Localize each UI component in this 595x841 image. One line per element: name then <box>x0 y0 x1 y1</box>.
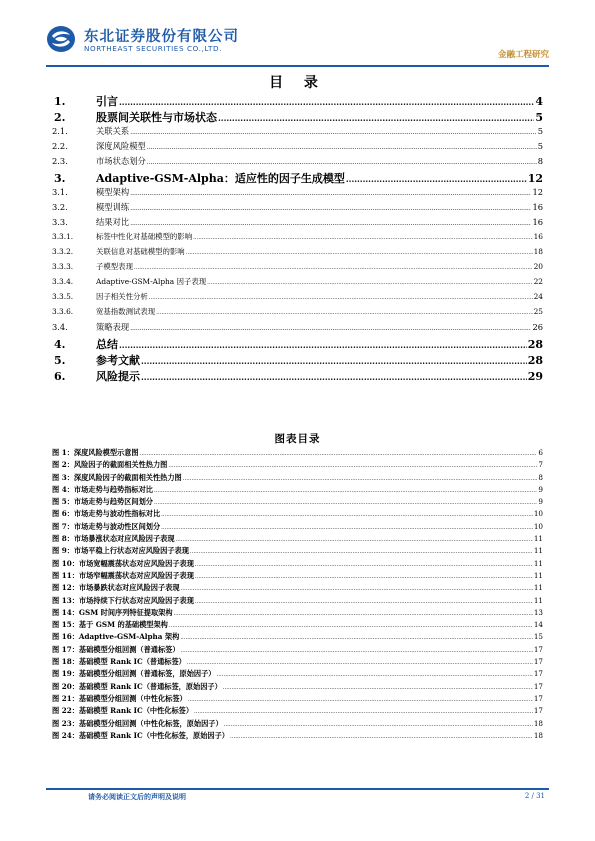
toc-entry[interactable] <box>52 140 543 155</box>
dot-leader <box>181 648 533 654</box>
figure-entry-page: 17 <box>533 706 543 716</box>
dot-leader <box>190 549 533 555</box>
dot-leader <box>193 235 533 241</box>
figure-entry-page: 13 <box>533 607 543 617</box>
toc-entry-number: 3.2. <box>52 202 68 212</box>
toc-entry-number: 3. <box>54 172 66 185</box>
company-name-cn: 东北证券股份有限公司 <box>84 29 239 45</box>
toc-entry[interactable] <box>52 368 543 384</box>
toc-entry-number: 5. <box>54 354 66 367</box>
figure-entry[interactable] <box>52 694 543 706</box>
toc-entry[interactable] <box>52 261 543 276</box>
dot-leader <box>195 599 533 605</box>
table-of-contents <box>52 93 543 384</box>
figure-entry-label: 图 14：GSM 时间序列特征提取架构 <box>52 607 173 617</box>
figure-entry-label: 图 3：深度风险因子的截面相关性热力图 <box>52 472 182 482</box>
toc-entry-title: 因子相关性分析 <box>96 292 148 301</box>
toc-entry-page: 24 <box>533 292 543 301</box>
toc-entry-number: 3.3.2. <box>52 247 74 256</box>
figure-entry-page: 9 <box>538 484 543 494</box>
figure-entry-label: 图 13：市场持续下行状态对应风险因子表现 <box>52 595 194 605</box>
dot-leader <box>147 159 537 166</box>
figure-entry[interactable] <box>52 534 543 546</box>
dot-leader <box>130 129 537 136</box>
figure-entry-label: 图 10：市场宽幅震荡状态对应风险因子表现 <box>52 558 194 568</box>
toc-entry[interactable] <box>52 155 543 170</box>
toc-entry[interactable] <box>52 216 543 231</box>
figure-entry[interactable] <box>52 509 543 521</box>
toc-entry[interactable] <box>52 186 543 201</box>
figure-entry-page: 10 <box>533 521 543 531</box>
figure-entry-label: 图 22：基础模型 Rank IC（中性化标签） <box>52 706 194 716</box>
figure-list-heading: 图表目录 <box>274 433 321 445</box>
page-header <box>46 22 549 66</box>
toc-entry-title: 市场状态划分 <box>96 156 146 166</box>
dot-leader <box>183 476 538 482</box>
figure-entry[interactable] <box>52 620 543 632</box>
figure-entry-page: 11 <box>533 595 543 605</box>
dot-leader <box>346 174 527 184</box>
dot-leader <box>174 611 533 617</box>
toc-entry-page: 12 <box>532 187 543 197</box>
toc-entry-page: 29 <box>527 370 543 383</box>
toc-entry-number: 3.3.3. <box>52 262 74 271</box>
toc-entry-number: 4. <box>54 338 66 351</box>
dot-leader <box>130 205 531 212</box>
figure-entry-label: 图 20：基础模型 Rank IC（普通标签，原始因子） <box>52 681 222 691</box>
dot-leader <box>140 451 538 457</box>
dot-leader <box>134 265 533 271</box>
figure-entry-page: 10 <box>533 509 543 519</box>
figure-entry-page: 11 <box>533 546 543 556</box>
toc-entry-title: Adaptive-GSM-Alpha 因子表现 <box>96 277 207 286</box>
footer-disclaimer: 请务必阅读正文后的声明及说明 <box>88 792 186 801</box>
dot-leader <box>119 97 534 107</box>
toc-entry-page: 26 <box>532 322 543 332</box>
figure-entry[interactable] <box>52 497 543 509</box>
figure-entry-label: 图 11：市场窄幅震荡状态对应风险因子表现 <box>52 570 194 580</box>
figure-entry[interactable] <box>52 645 543 657</box>
toc-entry-title: 深度风险模型 <box>96 141 146 151</box>
figure-entry-page: 11 <box>533 570 543 580</box>
figure-entry[interactable] <box>52 682 543 694</box>
figure-entry[interactable] <box>52 460 543 472</box>
toc-entry-number: 3.3. <box>52 217 68 227</box>
figure-entry-page: 17 <box>533 644 543 654</box>
toc-entry[interactable] <box>52 170 543 186</box>
toc-entry-page: 5 <box>537 126 543 136</box>
footer-divider <box>46 788 549 790</box>
figure-entry-page: 17 <box>533 657 543 667</box>
toc-entry-title: 模型架构 <box>96 187 130 197</box>
figure-entry-label: 图 23：基础模型分组回测（中性化标签，原始因子） <box>52 718 223 728</box>
toc-entry[interactable] <box>52 125 543 140</box>
dot-leader <box>161 512 533 518</box>
figure-entry-page: 11 <box>533 558 543 568</box>
dot-leader <box>230 734 533 740</box>
dot-leader <box>141 356 527 366</box>
dot-leader <box>154 488 537 494</box>
toc-entry-number: 1. <box>54 95 66 108</box>
dot-leader <box>195 562 533 568</box>
dot-leader <box>176 537 533 543</box>
figure-entry[interactable] <box>52 448 543 460</box>
dot-leader <box>180 635 533 641</box>
figure-entry-page: 8 <box>538 472 543 482</box>
dot-leader <box>119 340 527 350</box>
toc-entry-title: 结果对比 <box>96 217 130 227</box>
figure-entry-label: 图 7：市场走势与波动性区间划分 <box>52 521 161 531</box>
figure-entry-label: 图 19：基础模型分组回测（普通标签，原始因子） <box>52 669 216 679</box>
company-name-en: NORTHEAST SECURITIES CO.,LTD. <box>84 44 222 53</box>
figure-entry[interactable] <box>52 583 543 595</box>
toc-entry-number: 3.3.5. <box>52 292 74 301</box>
figure-entry-page: 18 <box>533 730 543 740</box>
figure-entry[interactable] <box>52 522 543 534</box>
toc-entry-number: 3.3.1. <box>52 232 74 241</box>
dot-leader <box>194 709 533 715</box>
toc-entry-number: 6. <box>54 370 66 383</box>
figure-entry-page: 6 <box>538 448 543 457</box>
figure-list <box>52 448 543 743</box>
dot-leader <box>147 144 537 151</box>
toc-entry-page: 20 <box>533 262 543 271</box>
figure-entry-page: 14 <box>533 620 543 630</box>
figure-entry-label: 图 16：Adaptive-GSM-Alpha 架构 <box>52 632 180 642</box>
toc-entry[interactable] <box>52 276 543 291</box>
figure-entry-label: 图 18：基础模型 Rank IC（普通标签） <box>52 657 186 667</box>
toc-entry-title: Adaptive-GSM-Alpha：适应性的因子生成模型 <box>96 172 345 185</box>
dot-leader <box>223 685 533 691</box>
dot-leader <box>186 250 533 256</box>
figure-entry[interactable] <box>52 719 543 731</box>
dot-leader <box>224 722 533 728</box>
toc-entry-title: 参考文献 <box>96 354 140 367</box>
toc-entry[interactable] <box>52 291 543 306</box>
toc-entry-title: 引言 <box>96 95 118 108</box>
dot-leader <box>188 697 533 703</box>
figure-entry-label: 图 21：基础模型分组回测（中性化标签） <box>52 693 187 703</box>
figure-entry-page: 11 <box>533 583 543 593</box>
figure-entry[interactable] <box>52 596 543 608</box>
toc-entry[interactable] <box>52 109 543 125</box>
figure-entry[interactable] <box>52 632 543 644</box>
dot-leader <box>154 500 537 506</box>
toc-entry-number: 3.4. <box>52 322 68 332</box>
figure-entry[interactable] <box>52 571 543 583</box>
figure-entry[interactable] <box>52 669 543 681</box>
dot-leader <box>181 586 533 592</box>
toc-entry-title: 总结 <box>96 338 118 351</box>
figure-entry-label: 图 4：市场走势与趋势指标对比 <box>52 484 153 494</box>
toc-entry-page: 5 <box>537 141 543 151</box>
toc-entry-number: 2.3. <box>52 156 68 166</box>
toc-entry-page: 22 <box>533 277 543 286</box>
figure-entry-label: 图 6：市场走势与波动性指标对比 <box>52 509 161 519</box>
figure-entry-page: 15 <box>533 632 543 642</box>
toc-entry-page: 8 <box>537 156 543 166</box>
toc-entry-title: 风险提示 <box>96 370 140 383</box>
figure-entry[interactable] <box>52 473 543 485</box>
toc-entry-page: 4 <box>535 95 543 108</box>
header-divider <box>46 65 549 67</box>
toc-entry-page: 16 <box>532 217 543 227</box>
toc-entry-title: 关联关系 <box>96 126 130 136</box>
toc-entry-title: 宽基指数测试表现 <box>96 307 156 316</box>
figure-entry[interactable] <box>52 546 543 558</box>
figure-entry[interactable] <box>52 731 543 743</box>
toc-entry-page: 16 <box>532 202 543 212</box>
figure-entry[interactable] <box>52 608 543 620</box>
toc-entry[interactable] <box>52 93 543 109</box>
report-section-label: 金融工程研究 <box>497 50 549 60</box>
figure-entry-label: 图 8：市场暴涨状态对应风险因子表现 <box>52 534 175 544</box>
toc-entry[interactable] <box>52 246 543 261</box>
figure-entry-label: 图 2：风险因子的截面相关性热力图 <box>52 460 168 470</box>
toc-heading: 目 录 <box>269 75 326 91</box>
toc-entry-title: 模型训练 <box>96 202 130 212</box>
toc-entry-number: 2. <box>54 111 66 124</box>
figure-entry-label: 图 9：市场平稳上行状态对应风险因子表现 <box>52 546 189 556</box>
toc-entry[interactable] <box>52 352 543 368</box>
figure-entry-label: 图 5：市场走势与趋势区间划分 <box>52 497 153 507</box>
figure-entry-label: 图 1：深度风险模型示意图 <box>52 448 139 457</box>
dot-leader <box>141 372 527 382</box>
toc-entry-title: 子模型表现 <box>96 262 133 271</box>
dot-leader <box>218 113 534 123</box>
toc-entry-page: 18 <box>533 247 543 256</box>
toc-entry-title: 策略表现 <box>96 322 130 332</box>
figure-entry-label: 图 24：基础模型 Rank IC（中性化标签，原始因子） <box>52 730 229 740</box>
figure-entry-page: 11 <box>533 534 543 544</box>
figure-entry[interactable] <box>52 706 543 718</box>
figure-entry-page: 7 <box>538 460 543 470</box>
toc-entry[interactable] <box>52 336 543 352</box>
figure-entry[interactable] <box>52 485 543 497</box>
dot-leader <box>195 574 533 580</box>
toc-entry[interactable] <box>52 231 543 246</box>
figure-entry-label: 图 17：基础模型分组回测（普通标签） <box>52 644 180 654</box>
figure-entry-label: 图 15：基于 GSM 的基础模型架构 <box>52 620 168 630</box>
toc-entry[interactable] <box>52 201 543 216</box>
dot-leader <box>187 660 533 666</box>
figure-entry-page: 9 <box>538 497 543 507</box>
figure-entry[interactable] <box>52 559 543 571</box>
page-number: 2 / 31 <box>524 792 545 800</box>
toc-entry[interactable] <box>52 306 543 321</box>
toc-entry-number: 3.1. <box>52 187 68 197</box>
toc-entry-page: 5 <box>535 111 543 124</box>
toc-entry-number: 3.3.4. <box>52 277 74 286</box>
figure-entry[interactable] <box>52 657 543 669</box>
toc-entry-page: 16 <box>533 232 543 241</box>
dot-leader <box>130 190 531 197</box>
toc-entry-title: 标签中性化对基础模型的影响 <box>96 232 193 241</box>
toc-entry-title: 关联信息对基础模型的影响 <box>96 247 185 256</box>
toc-entry-page: 25 <box>533 307 543 316</box>
toc-entry-number: 3.3.6. <box>52 307 74 316</box>
dot-leader <box>216 672 532 678</box>
toc-entry-title: 股票间关联性与市场状态 <box>96 111 217 124</box>
dot-leader <box>207 280 532 286</box>
figure-entry-page: 18 <box>533 718 543 728</box>
figure-entry-page: 17 <box>533 669 543 679</box>
figure-entry-page: 17 <box>533 693 543 703</box>
figure-entry-label: 图 12：市场暴跌状态对应风险因子表现 <box>52 583 180 593</box>
dot-leader <box>169 623 533 629</box>
toc-entry[interactable] <box>52 321 543 336</box>
toc-entry-page: 28 <box>527 338 543 351</box>
dot-leader <box>149 295 533 301</box>
toc-entry-number: 2.1. <box>52 126 68 136</box>
toc-entry-page: 28 <box>527 354 543 367</box>
dot-leader <box>156 310 532 316</box>
dot-leader <box>130 220 531 227</box>
company-logo-icon <box>46 24 76 54</box>
dot-leader <box>168 463 537 469</box>
dot-leader <box>161 525 533 531</box>
toc-entry-number: 2.2. <box>52 141 68 151</box>
toc-entry-page: 12 <box>527 172 543 185</box>
dot-leader <box>130 325 531 332</box>
figure-entry-page: 17 <box>533 681 543 691</box>
